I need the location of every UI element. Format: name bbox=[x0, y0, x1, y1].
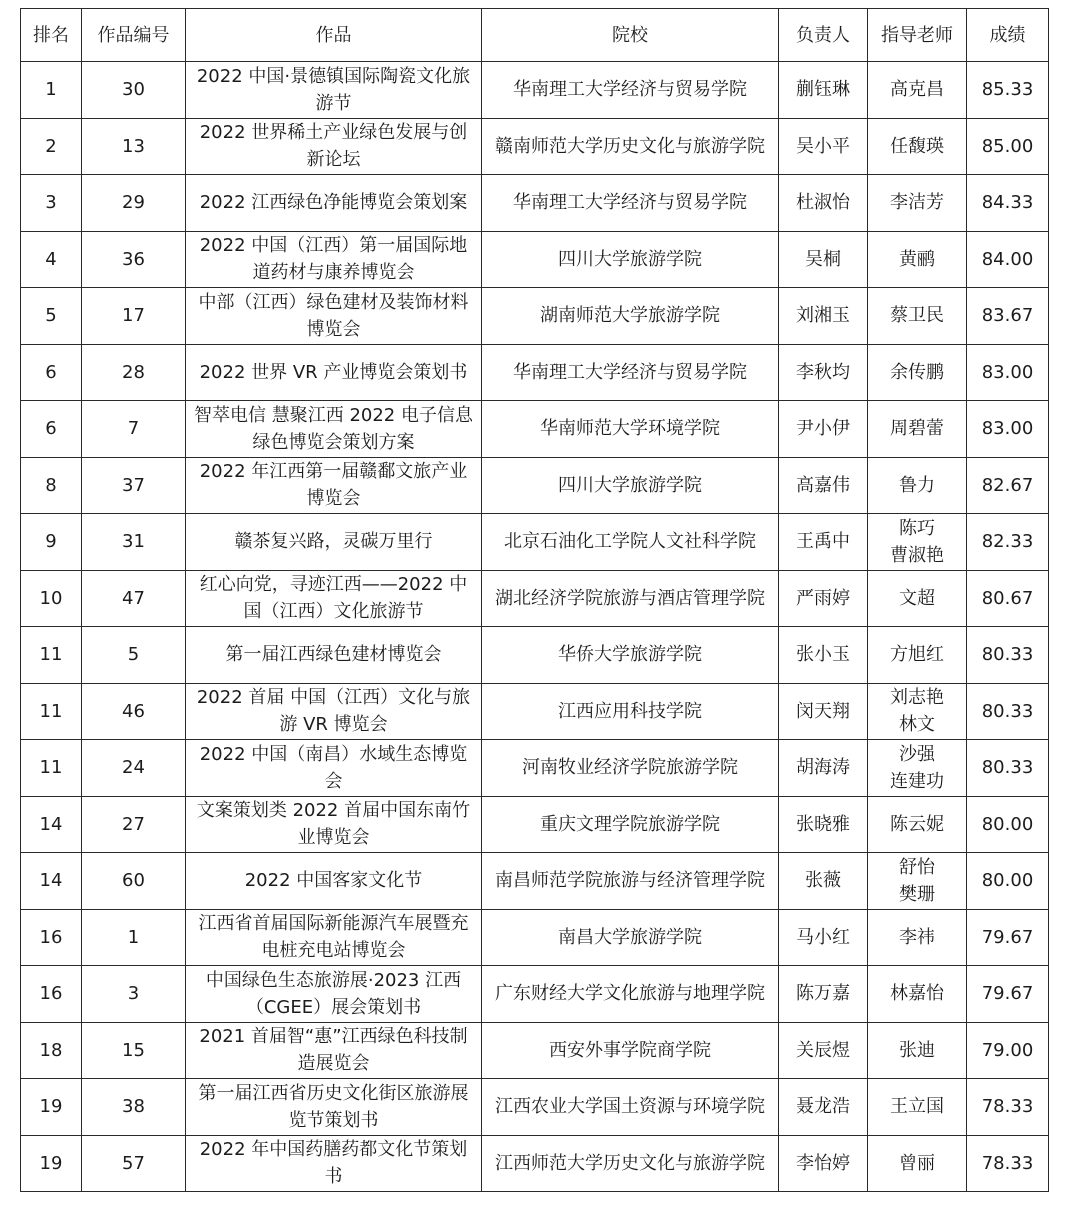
col-header-score: 成绩 bbox=[967, 9, 1049, 62]
cell-leader: 高嘉伟 bbox=[779, 457, 868, 514]
cell-advisor: 方旭红 bbox=[868, 627, 967, 684]
cell-rank: 16 bbox=[21, 966, 82, 1023]
cell-id: 13 bbox=[82, 118, 186, 175]
cell-rank: 14 bbox=[21, 796, 82, 853]
cell-score: 78.33 bbox=[967, 1079, 1049, 1136]
col-header-advisor: 指导老师 bbox=[868, 9, 967, 62]
cell-school: 江西师范大学历史文化与旅游学院 bbox=[482, 1135, 779, 1192]
cell-school: 四川大学旅游学院 bbox=[482, 457, 779, 514]
col-header-rank: 排名 bbox=[21, 9, 82, 62]
table-row bbox=[21, 570, 1049, 627]
cell-leader: 蒯钰琳 bbox=[779, 62, 868, 119]
cell-id: 1 bbox=[82, 909, 186, 966]
col-header-leader: 负责人 bbox=[779, 9, 868, 62]
cell-score: 78.33 bbox=[967, 1135, 1049, 1192]
cell-work: 第一届江西绿色建材博览会 bbox=[186, 627, 482, 684]
cell-work: 2022 中国客家文化节 bbox=[186, 853, 482, 910]
cell-school: 广东财经大学文化旅游与地理学院 bbox=[482, 966, 779, 1023]
cell-leader: 张薇 bbox=[779, 853, 868, 910]
cell-score: 83.00 bbox=[967, 344, 1049, 401]
cell-id: 29 bbox=[82, 175, 186, 232]
cell-score: 83.67 bbox=[967, 288, 1049, 345]
cell-advisor: 任馥瑛 bbox=[868, 118, 967, 175]
cell-school: 湖北经济学院旅游与酒店管理学院 bbox=[482, 570, 779, 627]
cell-advisor: 李祎 bbox=[868, 909, 967, 966]
cell-work: 2022 年中国药膳药都文化节策划书 bbox=[186, 1135, 482, 1192]
cell-work: 智萃电信 慧聚江西 2022 电子信息绿色博览会策划方案 bbox=[186, 401, 482, 458]
cell-school: 重庆文理学院旅游学院 bbox=[482, 796, 779, 853]
cell-score: 79.00 bbox=[967, 1022, 1049, 1079]
cell-leader: 李怡婷 bbox=[779, 1135, 868, 1192]
cell-work: 红心向党，寻迹江西——2022 中国（江西）文化旅游节 bbox=[186, 570, 482, 627]
cell-leader: 胡海涛 bbox=[779, 740, 868, 797]
cell-work: 江西省首届国际新能源汽车展暨充电桩充电站博览会 bbox=[186, 909, 482, 966]
cell-leader: 王禹中 bbox=[779, 514, 868, 571]
cell-id: 17 bbox=[82, 288, 186, 345]
cell-rank: 5 bbox=[21, 288, 82, 345]
cell-score: 80.00 bbox=[967, 796, 1049, 853]
cell-leader: 李秋均 bbox=[779, 344, 868, 401]
table-row bbox=[21, 62, 1049, 119]
cell-id: 27 bbox=[82, 796, 186, 853]
cell-advisor: 余传鹏 bbox=[868, 344, 967, 401]
cell-work: 中国绿色生态旅游展·2023 江西（CGEE）展会策划书 bbox=[186, 966, 482, 1023]
cell-advisor: 舒怡 樊珊 bbox=[868, 853, 967, 910]
table-row bbox=[21, 683, 1049, 740]
cell-rank: 1 bbox=[21, 62, 82, 119]
cell-id: 5 bbox=[82, 627, 186, 684]
cell-advisor: 刘志艳 林文 bbox=[868, 683, 967, 740]
cell-leader: 闵天翔 bbox=[779, 683, 868, 740]
cell-leader: 尹小伊 bbox=[779, 401, 868, 458]
cell-school: 华南理工大学经济与贸易学院 bbox=[482, 344, 779, 401]
cell-id: 37 bbox=[82, 457, 186, 514]
table-row bbox=[21, 344, 1049, 401]
cell-leader: 刘湘玉 bbox=[779, 288, 868, 345]
cell-advisor: 陈云妮 bbox=[868, 796, 967, 853]
cell-school: 赣南师范大学历史文化与旅游学院 bbox=[482, 118, 779, 175]
results-table bbox=[20, 8, 1049, 1192]
cell-leader: 马小红 bbox=[779, 909, 868, 966]
cell-school: 江西应用科技学院 bbox=[482, 683, 779, 740]
cell-score: 83.00 bbox=[967, 401, 1049, 458]
table-row bbox=[21, 514, 1049, 571]
cell-score: 80.67 bbox=[967, 570, 1049, 627]
cell-work: 2022 首届 中国（江西）文化与旅游 VR 博览会 bbox=[186, 683, 482, 740]
cell-leader: 杜淑怡 bbox=[779, 175, 868, 232]
cell-school: 华南师范大学环境学院 bbox=[482, 401, 779, 458]
table-row bbox=[21, 796, 1049, 853]
cell-score: 84.33 bbox=[967, 175, 1049, 232]
cell-work: 2022 年江西第一届赣鄱文旅产业博览会 bbox=[186, 457, 482, 514]
cell-leader: 吴桐 bbox=[779, 231, 868, 288]
cell-id: 31 bbox=[82, 514, 186, 571]
table-row bbox=[21, 401, 1049, 458]
cell-score: 80.33 bbox=[967, 627, 1049, 684]
cell-leader: 陈万嘉 bbox=[779, 966, 868, 1023]
cell-school: 华侨大学旅游学院 bbox=[482, 627, 779, 684]
cell-rank: 6 bbox=[21, 401, 82, 458]
cell-work: 2022 中国·景德镇国际陶瓷文化旅游节 bbox=[186, 62, 482, 119]
cell-leader: 关辰煜 bbox=[779, 1022, 868, 1079]
table-row bbox=[21, 853, 1049, 910]
cell-school: 河南牧业经济学院旅游学院 bbox=[482, 740, 779, 797]
table-row bbox=[21, 1022, 1049, 1079]
cell-rank: 4 bbox=[21, 231, 82, 288]
cell-score: 84.00 bbox=[967, 231, 1049, 288]
cell-work: 2022 世界稀土产业绿色发展与创新论坛 bbox=[186, 118, 482, 175]
cell-leader: 严雨婷 bbox=[779, 570, 868, 627]
cell-id: 3 bbox=[82, 966, 186, 1023]
cell-score: 82.33 bbox=[967, 514, 1049, 571]
cell-rank: 10 bbox=[21, 570, 82, 627]
cell-school: 南昌大学旅游学院 bbox=[482, 909, 779, 966]
cell-advisor: 曾丽 bbox=[868, 1135, 967, 1192]
cell-id: 30 bbox=[82, 62, 186, 119]
cell-work: 2022 中国（江西）第一届国际地道药材与康养博览会 bbox=[186, 231, 482, 288]
table-row bbox=[21, 966, 1049, 1023]
cell-score: 79.67 bbox=[967, 966, 1049, 1023]
header-row bbox=[21, 9, 1049, 62]
cell-advisor: 鲁力 bbox=[868, 457, 967, 514]
cell-school: 江西农业大学国土资源与环境学院 bbox=[482, 1079, 779, 1136]
table-body bbox=[21, 62, 1049, 1192]
cell-rank: 19 bbox=[21, 1135, 82, 1192]
cell-work: 第一届江西省历史文化街区旅游展览节策划书 bbox=[186, 1079, 482, 1136]
cell-rank: 3 bbox=[21, 175, 82, 232]
cell-school: 湖南师范大学旅游学院 bbox=[482, 288, 779, 345]
cell-work: 2022 中国（南昌）水域生态博览会 bbox=[186, 740, 482, 797]
table-row bbox=[21, 288, 1049, 345]
cell-id: 38 bbox=[82, 1079, 186, 1136]
cell-score: 85.00 bbox=[967, 118, 1049, 175]
cell-work: 中部（江西）绿色建材及装饰材料博览会 bbox=[186, 288, 482, 345]
cell-advisor: 黄鹂 bbox=[868, 231, 967, 288]
cell-advisor: 李洁芳 bbox=[868, 175, 967, 232]
cell-rank: 9 bbox=[21, 514, 82, 571]
cell-school: 南昌师范学院旅游与经济管理学院 bbox=[482, 853, 779, 910]
cell-advisor: 王立国 bbox=[868, 1079, 967, 1136]
cell-leader: 吴小平 bbox=[779, 118, 868, 175]
cell-work: 赣茶复兴路，灵碳万里行 bbox=[186, 514, 482, 571]
cell-score: 80.00 bbox=[967, 853, 1049, 910]
cell-score: 85.33 bbox=[967, 62, 1049, 119]
col-header-id: 作品编号 bbox=[82, 9, 186, 62]
table-row bbox=[21, 1135, 1049, 1192]
cell-work: 2021 首届智“惠”江西绿色科技制造展览会 bbox=[186, 1022, 482, 1079]
table-row bbox=[21, 1079, 1049, 1136]
cell-score: 79.67 bbox=[967, 909, 1049, 966]
cell-advisor: 林嘉怡 bbox=[868, 966, 967, 1023]
cell-id: 24 bbox=[82, 740, 186, 797]
cell-id: 7 bbox=[82, 401, 186, 458]
cell-rank: 18 bbox=[21, 1022, 82, 1079]
cell-work: 2022 世界 VR 产业博览会策划书 bbox=[186, 344, 482, 401]
cell-school: 华南理工大学经济与贸易学院 bbox=[482, 175, 779, 232]
cell-rank: 14 bbox=[21, 853, 82, 910]
cell-rank: 8 bbox=[21, 457, 82, 514]
cell-rank: 16 bbox=[21, 909, 82, 966]
cell-id: 15 bbox=[82, 1022, 186, 1079]
cell-id: 60 bbox=[82, 853, 186, 910]
cell-rank: 6 bbox=[21, 344, 82, 401]
col-header-work: 作品 bbox=[186, 9, 482, 62]
cell-score: 80.33 bbox=[967, 740, 1049, 797]
cell-rank: 11 bbox=[21, 683, 82, 740]
cell-school: 西安外事学院商学院 bbox=[482, 1022, 779, 1079]
col-header-school: 院校 bbox=[482, 9, 779, 62]
cell-work: 2022 江西绿色净能博览会策划案 bbox=[186, 175, 482, 232]
cell-leader: 聂龙浩 bbox=[779, 1079, 868, 1136]
cell-leader: 张小玉 bbox=[779, 627, 868, 684]
cell-advisor: 高克昌 bbox=[868, 62, 967, 119]
cell-school: 北京石油化工学院人文社科学院 bbox=[482, 514, 779, 571]
cell-id: 47 bbox=[82, 570, 186, 627]
cell-score: 80.33 bbox=[967, 683, 1049, 740]
cell-advisor: 蔡卫民 bbox=[868, 288, 967, 345]
cell-advisor: 文超 bbox=[868, 570, 967, 627]
cell-advisor: 张迪 bbox=[868, 1022, 967, 1079]
cell-id: 28 bbox=[82, 344, 186, 401]
cell-leader: 张晓雅 bbox=[779, 796, 868, 853]
cell-score: 82.67 bbox=[967, 457, 1049, 514]
table-row bbox=[21, 175, 1049, 232]
table-row bbox=[21, 118, 1049, 175]
cell-id: 46 bbox=[82, 683, 186, 740]
cell-school: 华南理工大学经济与贸易学院 bbox=[482, 62, 779, 119]
table-row bbox=[21, 627, 1049, 684]
cell-advisor: 陈巧 曹淑艳 bbox=[868, 514, 967, 571]
cell-rank: 11 bbox=[21, 740, 82, 797]
cell-advisor: 周碧蕾 bbox=[868, 401, 967, 458]
table-row bbox=[21, 457, 1049, 514]
table-row bbox=[21, 231, 1049, 288]
cell-rank: 2 bbox=[21, 118, 82, 175]
cell-school: 四川大学旅游学院 bbox=[482, 231, 779, 288]
cell-rank: 11 bbox=[21, 627, 82, 684]
cell-id: 36 bbox=[82, 231, 186, 288]
table-row bbox=[21, 740, 1049, 797]
cell-rank: 19 bbox=[21, 1079, 82, 1136]
table-row bbox=[21, 909, 1049, 966]
cell-advisor: 沙强 连建功 bbox=[868, 740, 967, 797]
cell-work: 文案策划类 2022 首届中国东南竹业博览会 bbox=[186, 796, 482, 853]
cell-id: 57 bbox=[82, 1135, 186, 1192]
